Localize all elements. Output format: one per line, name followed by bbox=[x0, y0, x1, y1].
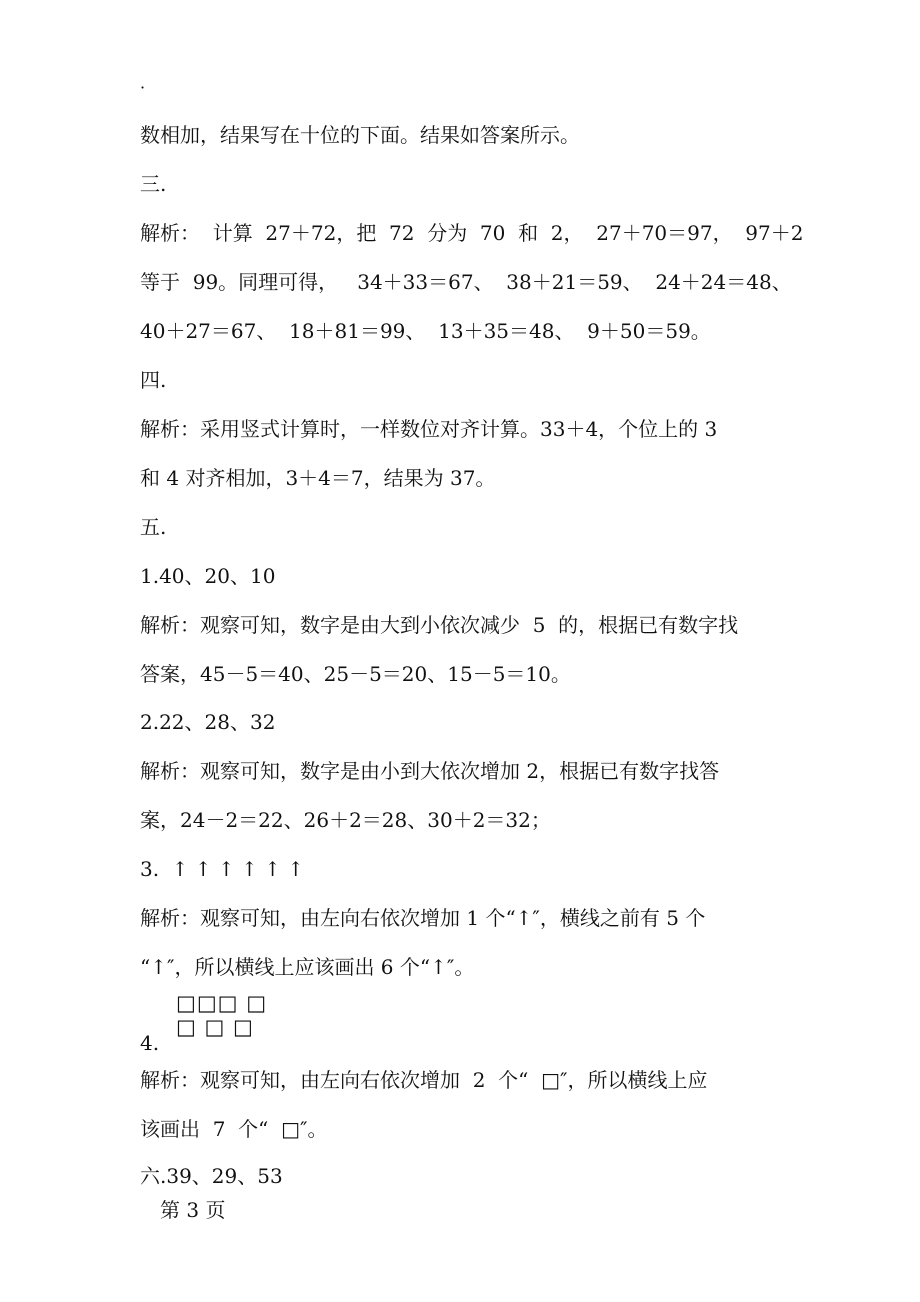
answer-2: 2.22、28、32 bbox=[140, 710, 276, 734]
text-line-8: 和 4 对齐相加，3＋4＝7，结果为 37。 bbox=[140, 466, 496, 490]
page-dot: · bbox=[140, 78, 146, 97]
section-heading-5: 五. bbox=[140, 515, 167, 539]
section-heading-3: 三. bbox=[140, 172, 167, 196]
text-line-3: 解析： 计算 27＋72，把 72 分为 70 和 2， 27＋70＝97， 97＋2 bbox=[140, 221, 804, 245]
text-line-11: 解析：观察可知，数字是由大到小依次减少 5 的，根据已有数字找 bbox=[140, 613, 739, 637]
section-heading-6: 六.39、29、53 bbox=[140, 1164, 283, 1188]
text-line-7: 解析：采用竖式计算时，一样数位对齐计算。33＋4，个位上的 3 bbox=[140, 417, 718, 441]
text-line-14: 解析：观察可知，数字是由小到大依次增加 2，根据已有数字找答 bbox=[140, 759, 720, 783]
text-line-20: 解析：观察可知，由左向右依次增加 2 个“ □″，所以横线上应 bbox=[140, 1068, 708, 1092]
answer-1: 1.40、20、10 bbox=[140, 564, 276, 588]
text-line-12: 答案，45－5＝40、25－5＝20、15－5＝10。 bbox=[140, 662, 571, 686]
text-line-15: 案，24－2＝22、26＋2＝28、30＋2＝32； bbox=[140, 808, 551, 832]
text-line-18: “↑″，所以横线上应该画出 6 个“↑″。 bbox=[140, 955, 475, 979]
answer-3: 3. ↑ ↑ ↑ ↑ ↑ ↑ bbox=[140, 857, 305, 881]
text-line-4: 等于 99。同理可得， 34＋33＝67、 38＋21＝59、 24＋24＝48、 bbox=[140, 270, 792, 294]
box-row-2: □ □ □ bbox=[176, 1015, 254, 1039]
box-row-1: □□□ □ bbox=[176, 991, 268, 1015]
section-heading-4: 四. bbox=[140, 368, 167, 392]
text-line-1: 数相加，结果写在十位的下面。结果如答案所示。 bbox=[140, 123, 580, 147]
page-number: 第 3 页 bbox=[160, 1198, 226, 1222]
answer-4: 4. bbox=[140, 1031, 160, 1055]
text-line-21: 该画出 7 个“ □″。 bbox=[140, 1117, 328, 1141]
text-line-17: 解析：观察可知，由左向右依次增加 1 个“↑″，横线之前有 5 个 bbox=[140, 906, 706, 930]
text-line-5: 40＋27＝67、 18＋81＝99、 13＋35＝48、 9＋50＝59。 bbox=[140, 319, 711, 343]
